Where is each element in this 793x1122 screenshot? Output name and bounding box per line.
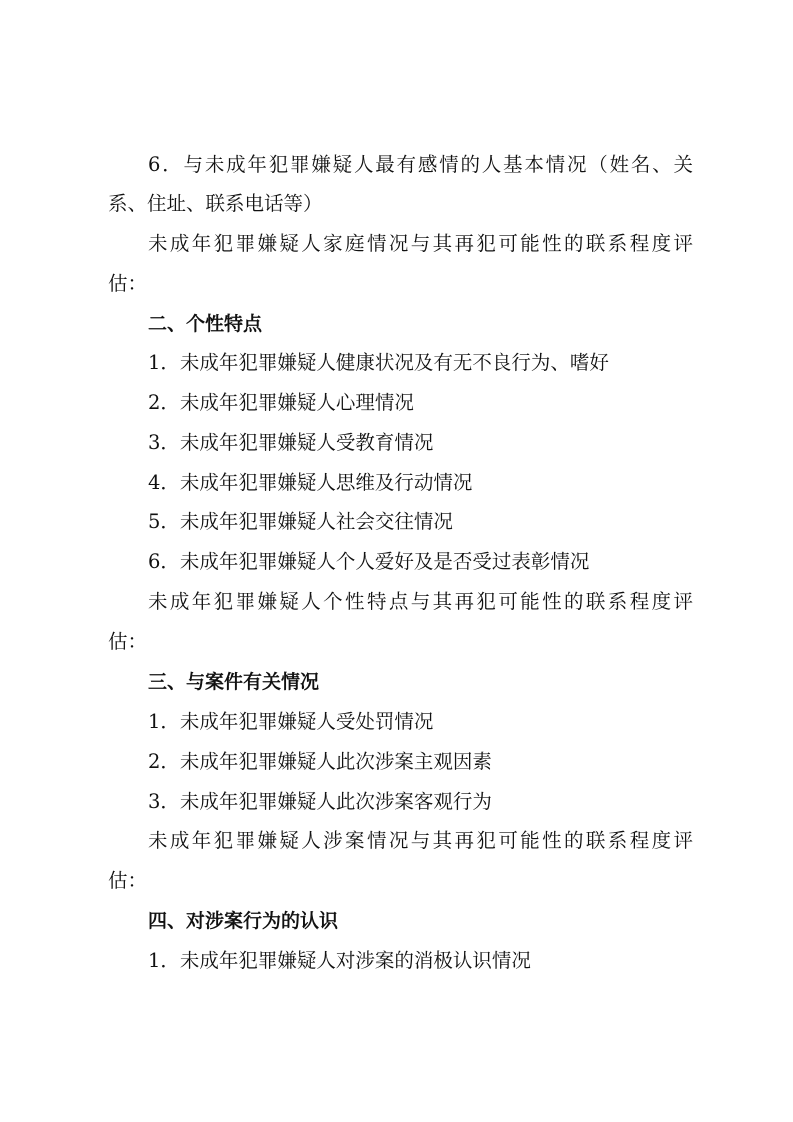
list-item: 2．未成年犯罪嫌疑人此次涉案主观因素 [148, 750, 492, 773]
paragraph-line: 估： [108, 869, 148, 892]
section-heading: 四、对涉案行为的认识 [148, 910, 339, 932]
paragraph-line: 未成年犯罪嫌疑人家庭情况与其再犯可能性的联系程度评 [148, 232, 693, 255]
list-item: 3．未成年犯罪嫌疑人此次涉案客观行为 [148, 790, 492, 813]
list-item: 4．未成年犯罪嫌疑人思维及行动情况 [148, 471, 473, 494]
section-heading: 二、个性特点 [148, 313, 263, 335]
list-item: 6．未成年犯罪嫌疑人个人爱好及是否受过表彰情况 [148, 550, 590, 573]
paragraph-line: 估： [108, 272, 148, 295]
paragraph-line: 估： [108, 630, 148, 653]
section-heading: 三、与案件有关情况 [148, 671, 320, 693]
list-item: 1．未成年犯罪嫌疑人对涉案的消极认识情况 [148, 949, 531, 972]
list-item: 5．未成年犯罪嫌疑人社会交往情况 [148, 510, 453, 533]
paragraph-line: 未成年犯罪嫌疑人个性特点与其再犯可能性的联系程度评 [148, 590, 693, 613]
paragraph-line: 系、住址、联系电话等） [108, 192, 323, 215]
list-item: 2．未成年犯罪嫌疑人心理情况 [148, 391, 414, 414]
list-item: 1．未成年犯罪嫌疑人受处罚情况 [148, 710, 434, 733]
paragraph-line: 未成年犯罪嫌疑人涉案情况与其再犯可能性的联系程度评 [148, 829, 693, 852]
paragraph-line: 6．与未成年犯罪嫌疑人最有感情的人基本情况（姓名、关 [148, 153, 693, 176]
list-item: 1．未成年犯罪嫌疑人健康状况及有无不良行为、嗜好 [148, 351, 609, 374]
list-item: 3．未成年犯罪嫌疑人受教育情况 [148, 431, 434, 454]
